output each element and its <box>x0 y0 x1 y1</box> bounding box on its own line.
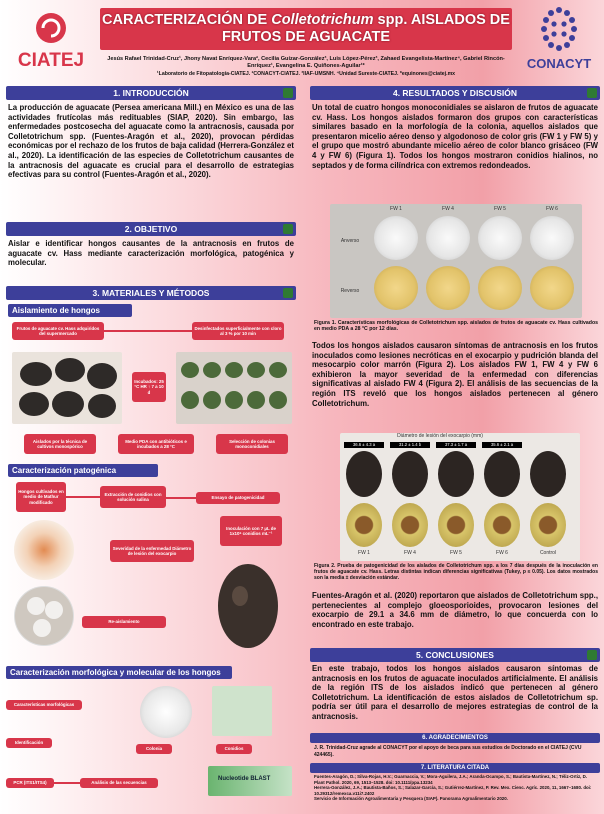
fig1-col-label: FW 1 <box>390 206 402 212</box>
section-icon <box>587 88 597 98</box>
fig1-plate <box>478 266 522 310</box>
figure-1-caption: Figura 1. Características morfológicas de Colletotrichum spp. aislados de frutos de aguacate cv. Hass cultivados en medio PDA a 28 °C por 12 días. <box>314 320 598 333</box>
label-colony: Colonia <box>136 744 172 754</box>
refs-heading: 7. LITERATURA CITADA <box>310 763 600 773</box>
conacyt-logo <box>520 4 598 76</box>
fig2-avocado-cut <box>392 503 428 547</box>
fig2-lesion-value: 31.2 ± 1.4 b <box>390 442 430 448</box>
fig2-label: FW 6 <box>496 550 508 556</box>
conclusions-text: En este trabajo, todos los hongos aislados causaron síntomas de antracnosis en los frutos de aguacate inoculados artificialmente. El análisis de la región ITS de los aislados indicó que pertenecen al género Colletotrichum. La identificación de estos aislados de Colletotrichum sp. podría ser útil para el desarrollo de mejores estrategias de control de la antracnosis. <box>312 664 598 721</box>
fig1-plate <box>426 266 470 310</box>
results-paragraph-2: Todos los hongos aislados causaron síntomas de antracnosis en los frutos inoculados como lesiones necróticas en el exocarpio y pudrición blanda del mesocarpio color marrón (Figura 2). Los aislados FW 1, FW 4 y FW 6 exhibieron la mayor severidad de la enfermedad con diferencias significativas al aislado FW 4 (Figura 2). El análisis de las secuencias de la región ITS reveló que los hongos aislados pertenecen al género Colletotrichum. <box>312 341 598 408</box>
fig1-col-label: FW 5 <box>494 206 506 212</box>
fig2-title: Diámetro de lesión del exocarpio (mm) <box>397 433 483 439</box>
intro-heading: 1. INTRODUCCIÓN <box>6 86 296 100</box>
reference-2: Herrera-González, J.A.; Bautista-Baños, S.; Salazar-García, S.; Gutiérrez-Martínez, P. Rev. Mex. Cienc. Agríc. 2020, 11, 1667–1680. doi: 10.29312/remexca.v11i7.2402 <box>314 785 592 796</box>
step-selection: Selección de colonias monoconidiales <box>216 434 288 454</box>
objective-heading: 2. OBJETIVO <box>6 222 296 236</box>
connector-line <box>166 497 196 499</box>
step-severity: Severidad de la enfermedad Diámetro de lesión del exocarpio <box>110 540 194 562</box>
fig2-lesion-value: 36.6 ± 4.3 a <box>344 442 384 448</box>
fig1-plate <box>374 266 418 310</box>
results-paragraph-3: Fuentes-Aragón et al. (2020) reportaron que aislados de Colletotrichum spp., pertenecientes al complejo gloeosporioides, provocaron lesiones del exocarpio de 29.1 a 34.6 mm de diámetro, lo que concuerda con lo encontrado en este trabajo. <box>312 591 598 629</box>
step-inoculation: Inoculación con 7 µL de 1x10⁶ conidios mL⁻¹ <box>220 516 282 546</box>
step-mathur: Hongos cultivados en medio de Mathur modificado <box>16 482 66 512</box>
conidia-photo <box>212 686 272 736</box>
inoculated-avocado-photo <box>210 556 286 652</box>
culture-plate-photo <box>14 520 74 580</box>
pathogenic-subheading: Caracterización patogénica <box>8 464 158 477</box>
fig2-avocado <box>484 451 520 497</box>
connector-line <box>54 782 80 784</box>
fig2-avocado-cut <box>346 503 382 547</box>
fig2-label: FW 4 <box>404 550 416 556</box>
authors: Jesús Rafael Trinidad-Cruz¹, Jhony Navat Enríquez-Vara², Cecilia Guízar-González³, Luis López-Pérez³, Zahaed Evangelista-Martínez⁴, Gabriel Rincón-Enríquez¹, Evangelina E. Quiñones-Aguilar¹* <box>107 56 505 70</box>
fig2-avocado-cut <box>484 503 520 547</box>
section-icon <box>283 288 293 298</box>
fig2-avocado-cut <box>530 503 566 547</box>
morpho-molecular-subheading: Caracterización morfológica y molecular de los hongos <box>6 666 232 679</box>
fig2-label: FW 5 <box>450 550 462 556</box>
section-icon <box>283 88 293 98</box>
figure-2-caption: Figura 2. Prueba de patogenicidad de los aislados de Colletotrichum spp. a los 7 días después de la inoculación en frutos de aguacate cv. Hass. Letras distintas indican diferencias significativas (Tukey, p ≤ 0.05). Los datos mostrados son la media ± desviación estándar. <box>314 563 598 581</box>
isolation-subheading: Aislamiento de hongos <box>8 304 132 317</box>
figure-1-plates <box>330 204 582 318</box>
fig2-avocado <box>530 451 566 497</box>
intro-text: La producción de aguacate (Persea americana Mill.) en México es una de las actividades frutícolas más redituables (SIAP, 2020). Sin embargo, las enfermedades postcosecha del aguacate como la antracnosis, causada por Colletotrichum spp. (Fuentes-Aragón et al., 2020), provocan pérdidas económicas por el rechazo de los frutos de baja calidad (Herrera-González et al., 2020). La identificación de las especies de Colletotrichum causantes de la antracnosis del aguacate es crucial para el desarrollo de estrategias efectivas para su control (Fuentes-Aragón et al., 2020). <box>8 103 294 180</box>
conacyt-logo-text: CONACYT <box>526 56 592 71</box>
results-heading: 4. RESULTADOS Y DISCUSIÓN <box>310 86 600 100</box>
fig2-avocado <box>438 451 474 497</box>
fig1-row-label: Reverso <box>340 288 360 294</box>
references <box>314 774 596 802</box>
blast-label: Nucleotide BLAST <box>218 776 271 782</box>
objective-text: Aislar e identificar hongos causantes de la antracnosis en frutos de aguacate cv. Hass mediante caracterización morfológica, patogénica y molecular. <box>8 239 294 268</box>
avocado-photo <box>12 352 122 424</box>
fig1-plate <box>426 216 470 260</box>
fig1-col-label: FW 4 <box>442 206 454 212</box>
ack-heading: 6. AGRADECIMIENTOS <box>310 733 600 743</box>
fig2-avocado <box>346 451 382 497</box>
step-morphology: Características morfológicas <box>6 700 82 710</box>
step-reisolation: Re-aislamiento <box>82 616 166 628</box>
fig1-plate <box>530 216 574 260</box>
incubated-avocados-photo <box>176 352 292 424</box>
step-monosporic: Aislados por la técnica de cultivos monospórico <box>24 434 96 454</box>
colony-photo <box>140 686 192 738</box>
step-fruits: Frutos de aguacate cv. Hass adquiridos del supermercado <box>12 322 104 340</box>
connector-line <box>66 496 100 498</box>
fig1-row-label: Anverso <box>340 238 360 244</box>
fig2-avocado <box>392 451 428 497</box>
ciatej-logo <box>6 8 96 72</box>
ciatej-logo-text: CIATEJ <box>17 50 85 71</box>
section-icon <box>587 650 597 660</box>
step-pda: Medio PDA con antibióticos e incubados a 28 °C <box>118 434 194 454</box>
step-pcr: PCR (ITS1/ITS4) <box>6 778 54 788</box>
connector-line <box>104 330 192 332</box>
fig2-lesion-value: 35.6 ± 2.1 a <box>482 442 522 448</box>
conclusions-heading: 5. CONCLUSIONES <box>310 648 600 662</box>
fig1-plate <box>478 216 522 260</box>
label-conidia: Conidios <box>216 744 252 754</box>
step-incubation: Incubados: 25 °C HR ↑ 7 a 10 d <box>132 372 166 402</box>
poster-title: CARACTERIZACIÓN DE Colletotrichum spp. AISLADOS DE FRUTOS DE AGUACATE <box>102 12 510 45</box>
blast-logo <box>208 766 292 796</box>
step-disinfection: Desinfectados superficialmente con cloro al 3 % por 10 min <box>192 322 284 340</box>
section-icon <box>283 224 293 234</box>
fig2-label: FW 1 <box>358 550 370 556</box>
fig1-col-label: FW 6 <box>546 206 558 212</box>
figure-2-avocados <box>340 433 580 561</box>
reference-3: Servicio de Información Agroalimentaria y Pesquera (SIAP). Panorama Agroalimentario 2020. <box>314 796 508 802</box>
ack-text: J. R. Trinidad-Cruz agrade al CONACYT por el apoyo de beca para sus estudios de Doctorado en el CIATEJ (CVU 424465). <box>314 745 582 758</box>
reisolation-plate-photo <box>14 586 74 646</box>
step-sequence-analysis: Análisis de las secuencias <box>80 778 158 788</box>
results-paragraph-1: Un total de cuatro hongos monoconidiales se aislaron de frutos de aguacate cv. Hass. Los hongos aislados formaron dos grupos con características similares basado en la morfología de la colonia, aquellos aislados que presentaron micelio aéreo denso y algodonoso de color gris (FW 1 y FW 5) y el grupo que mostró abundante micelio aéreo de color blanco grisáceo (FW 4 y FW 6) (Figura 1). Todos los hongos mostraron conidios hialinos, no septados y de forma cilíndrica con extremos redondeados. <box>312 103 598 170</box>
fig1-plate <box>374 216 418 260</box>
step-pathogenicity: Ensayo de patogenicidad <box>196 492 280 504</box>
fig2-avocado-cut <box>438 503 474 547</box>
methods-heading: 3. MATERIALES Y MÉTODOS <box>6 286 296 300</box>
step-identification: Identificación <box>6 738 52 748</box>
step-conidia-extraction: Extracción de conidios con solución salina <box>100 486 166 508</box>
affiliations: ¹Laboratorio de Fitopatología-CIATEJ. ²CONACYT-CIATEJ. ³IIAF-UMSNH. ⁴Unidad Sureste-CIATEJ. *equinones@ciatej.mx <box>156 71 456 77</box>
reference-1: Fuentes-Aragón, D.; Silva-Rojas, H.V.; Guarnaccia, V.; Mora-Aguilera, J.A.; Aranda-Ocampo, S.; Bautista-Martínez, N.; Téliz-Ortiz, D. Plant Pathol. 2020, 69, 1513–1528. doi: 10.1111/ppa.13234 <box>314 774 587 785</box>
fig2-label: Control <box>539 550 557 556</box>
fig2-lesion-value: 37.3 ± 1.7 a <box>436 442 476 448</box>
fig1-plate <box>530 266 574 310</box>
